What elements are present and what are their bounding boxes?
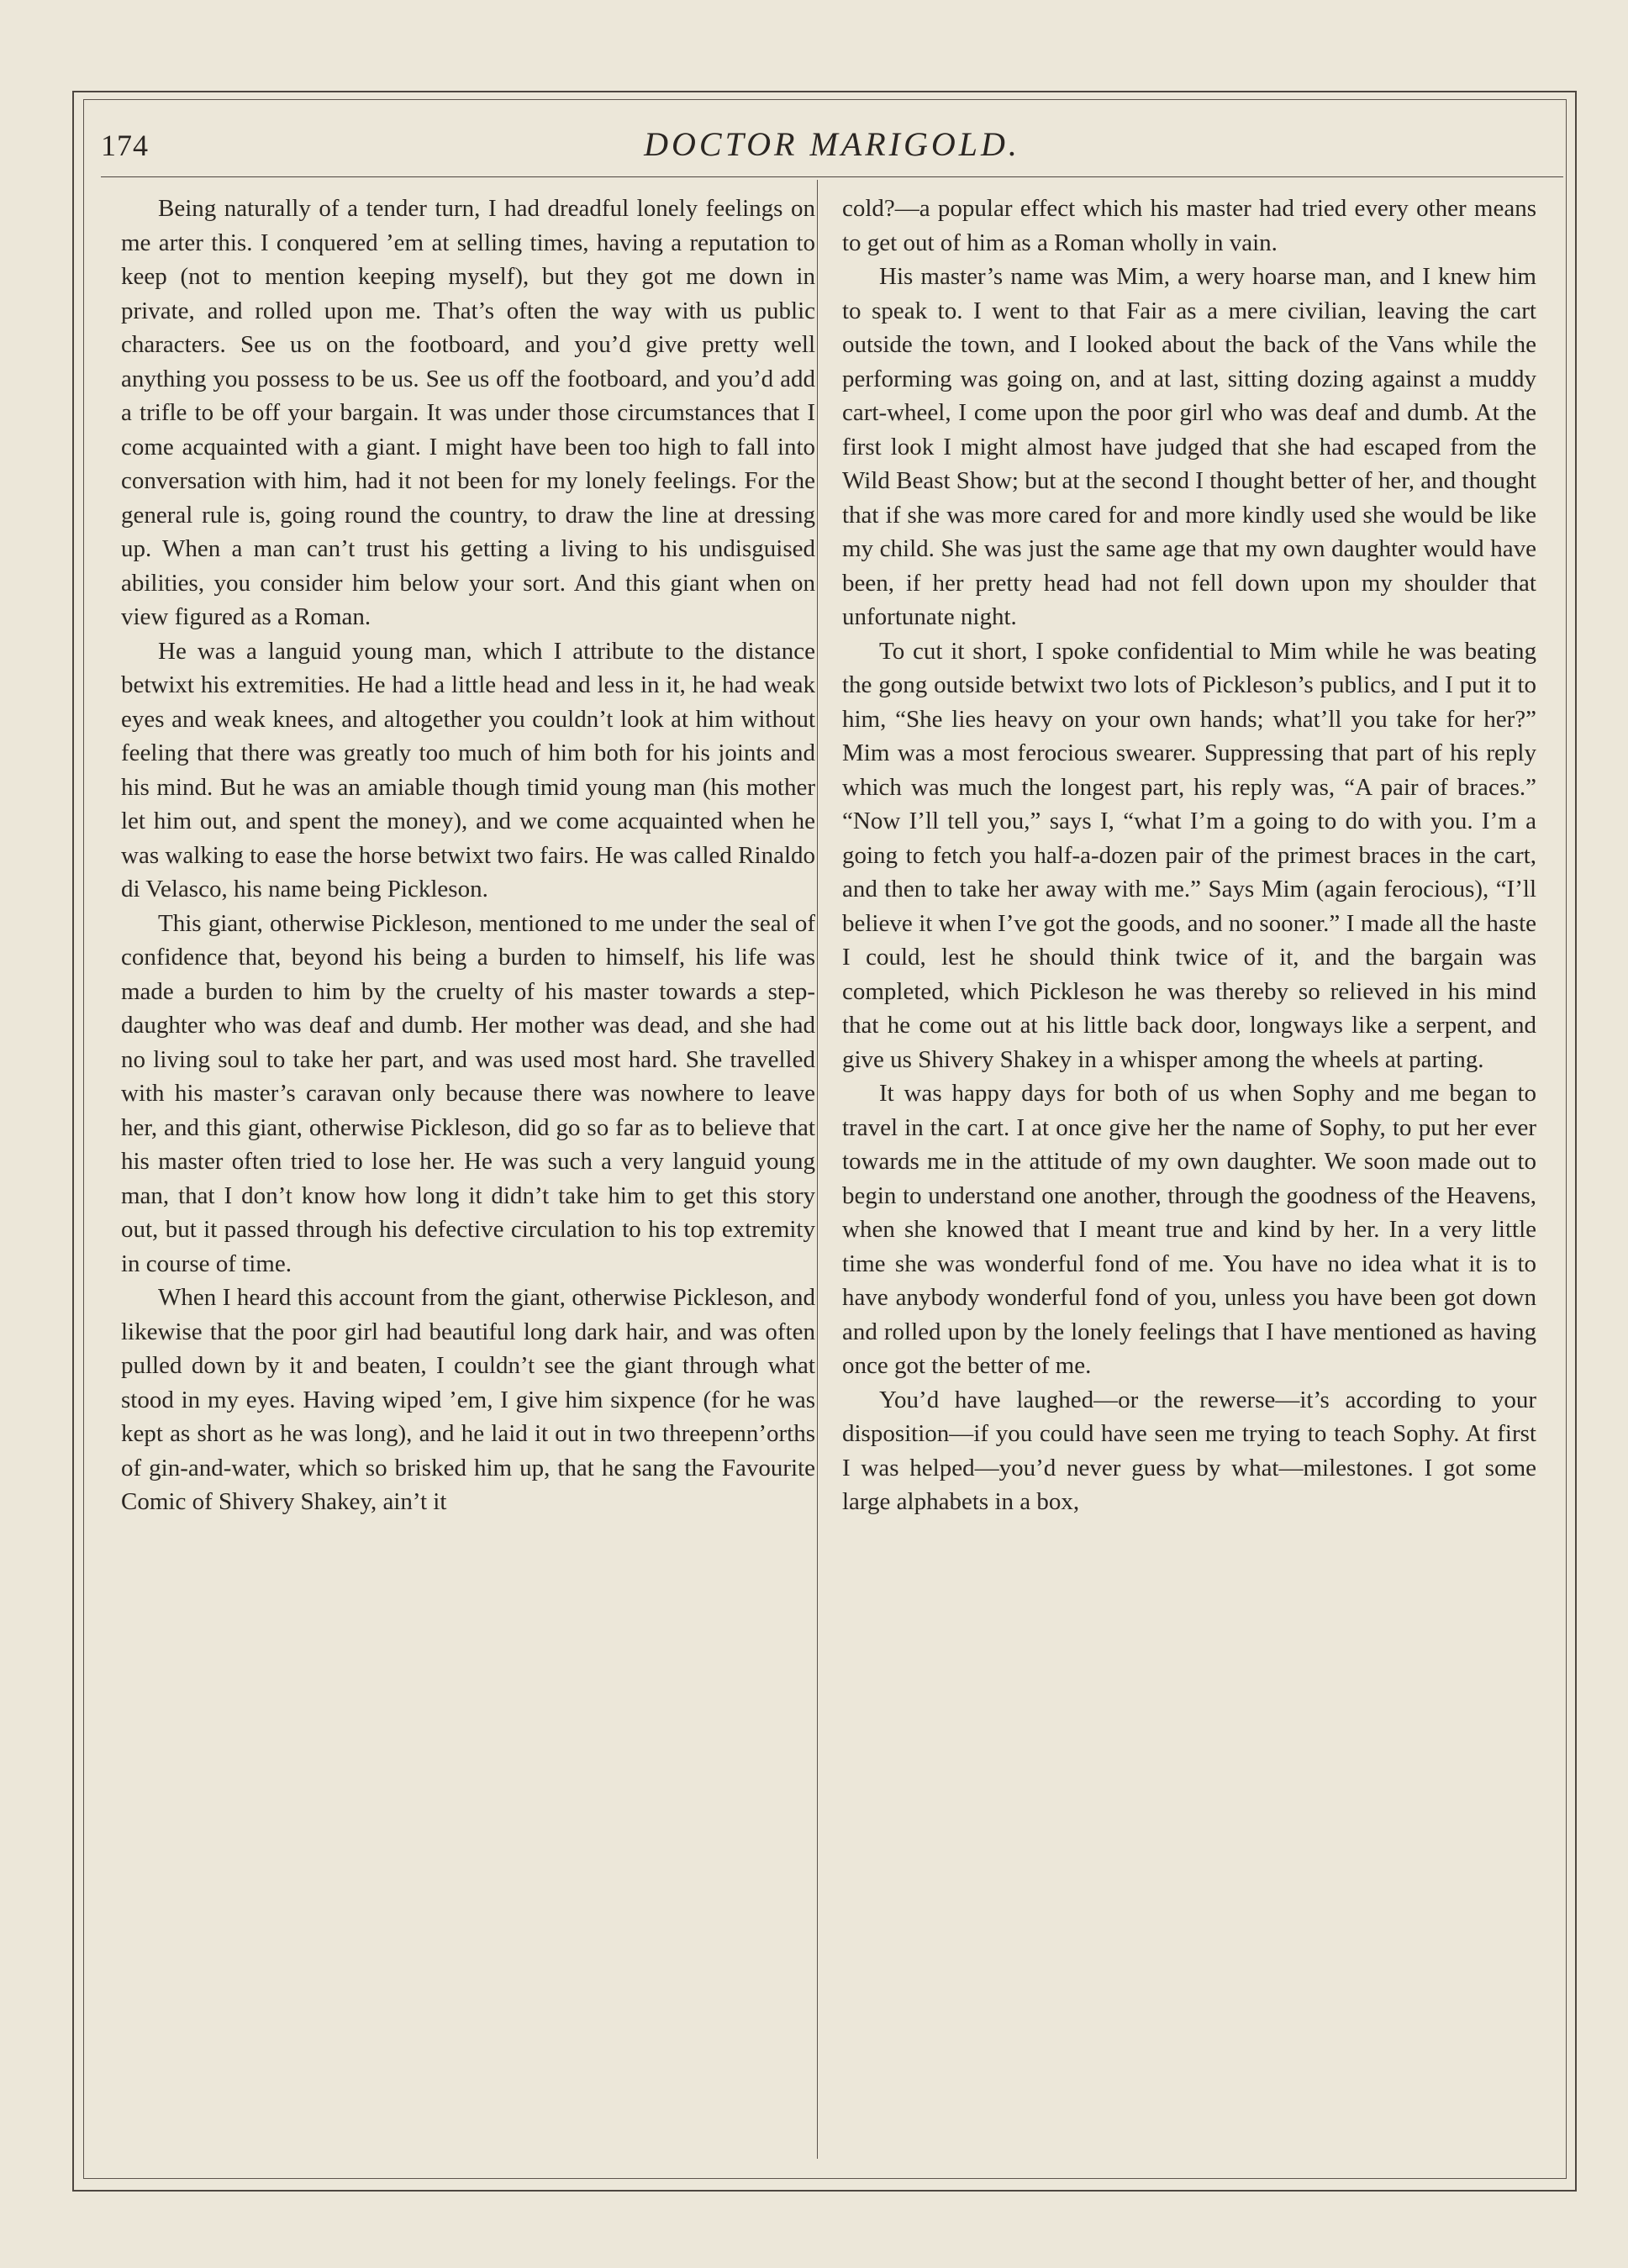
paragraph: When I heard this account from the giant, otherwise Pickleson, and likewise that the poor girl had beautiful long dark hair, and was often pulled down by it and beaten, I couldn’t see the giant through what stood in my eyes. Having wiped ’em, I give him sixpence (for he was kept as short as he was long), and he laid it out in two threepenn’orths of gin-and-water, which so brisked him up, that he sang the Favourite Comic of Shivery Shakey, ain’t it	[121, 1284, 815, 1515]
header-rule	[101, 176, 1563, 177]
left-column	[121, 192, 815, 2150]
right-column	[842, 192, 1536, 2150]
paragraph: It was happy days for both of us when Sophy and me began to travel in the cart. I at once give her the name of Sophy, to put her ever towards me in the attitude of my own daughter. We soon made out to begin to understand one another, through the goodness of the Heavens, when she knowed that I meant true and kind by her. In a very little time she was wonderful fond of me. You have no idea what it is to have anybody wonderful fond of you, unless you have been got down and rolled upon by the lonely feelings that I have mentioned as having once got the better of me.	[842, 1080, 1536, 1379]
page-header	[101, 118, 1563, 176]
paragraph: His master’s name was Mim, a wery hoarse man, and I knew him to speak to. I went to that Fair as a mere civilian, leaving the cart outside the town, and I looked about the back of the Vans while the performing was going on, and at last, sitting dozing against a muddy cart-wheel, I come upon the poor girl who was deaf and dumb. At the first look I might almost have judged that she had escaped from the Wild Beast Show; but at the second I thought better of her, and thought that if she was more cared for and more kindly used she would be like my child. She was just the same age that my own daughter would have been, if her pretty head had not fell down upon my shoulder that unfortunate night.	[842, 263, 1536, 630]
page-number: 174	[101, 129, 149, 162]
paragraph: Being naturally of a tender turn, I had dreadful lonely feelings on me arter this. I conquered ’em at selling times, having a reputation to keep (not to mention keeping myself), but they got me down in private, and rolled upon me. That’s often the way with us public characters. See us on the footboard, and you’d give pretty well anything you possess to be us. See us off the footboard, and you’d add a trifle to be off your bargain. It was under those circumstances that I come acquainted with a giant. I might have been too high to fall into conversation with him, had it not been for my lonely feelings. For the general rule is, going round the country, to draw the line at dressing up. When a man can’t trust his getting a living to his undisguised abilities, you consider him below your sort. And this giant when on view figured as a Roman.	[121, 195, 815, 630]
paragraph-continued: cold?—a popular effect which his master had tried every other means to get out of him as a Roman wholly in vain.	[842, 195, 1536, 256]
paragraph: You’d have laughed—or the rewerse—it’s according to your disposition—if you could have seen me trying to teach Sophy. At first I was helped—you’d never guess by what—milestones. I got some large alphabets in a box,	[842, 1386, 1536, 1515]
running-title: DOCTOR MARIGOLD.	[644, 125, 1020, 163]
paragraph: This giant, otherwise Pickleson, mentioned to me under the seal of confidence that, beyond his being a burden to himself, his life was made a burden to him by the cruelty of his master towards a step-daughter who was deaf and dumb. Her mother was dead, and she had no living soul to take her part, and was used most hard. She travelled with his master’s caravan only because there was nowhere to leave her, and this giant, otherwise Pickleson, did go so far as to believe that his master often tried to lose her. He was such a very languid young man, that I don’t know how long it didn’t take him to get this story out, but it passed through his defective circulation to his top extremity in course of time.	[121, 909, 815, 1277]
paragraph: He was a languid young man, which I attribute to the distance betwixt his extremities. He had a little head and less in it, he had weak eyes and weak knees, and altogether you couldn’t look at him without feeling that there was greatly too much of him both for his joints and his mind. But he was an amiable though timid young man (his mother let him out, and spent the money), and we come acquainted when he was walking to ease the horse betwixt two fairs. He was called Rinaldo di Velasco, his name being Pickleson.	[121, 637, 815, 902]
paragraph: To cut it short, I spoke confidential to Mim while he was beating the gong outside betwixt two lots of Pickleson’s publics, and I put it to him, “She lies heavy on your own hands; what’ll you take for her?” Mim was a most ferocious swearer. Suppressing that part of his reply which was much the longest part, his reply was, “A pair of braces.” “Now I’ll tell you,” says I, “what I’m a going to do with you. I’m a going to fetch you half-a-dozen pair of the primest braces in the cart, and then to take her away with me.” Says Mim (again ferocious), “I’ll believe it when I’ve got the goods, and no sooner.” I made all the haste I could, lest he should think twice of it, and the bargain was completed, which Pickleson he was thereby so relieved in his mind that he come out at his little back door, longways like a serpent, and give us Shivery Shakey in a whisper among the wheels at parting.	[842, 637, 1536, 1073]
column-divider	[817, 180, 818, 2159]
